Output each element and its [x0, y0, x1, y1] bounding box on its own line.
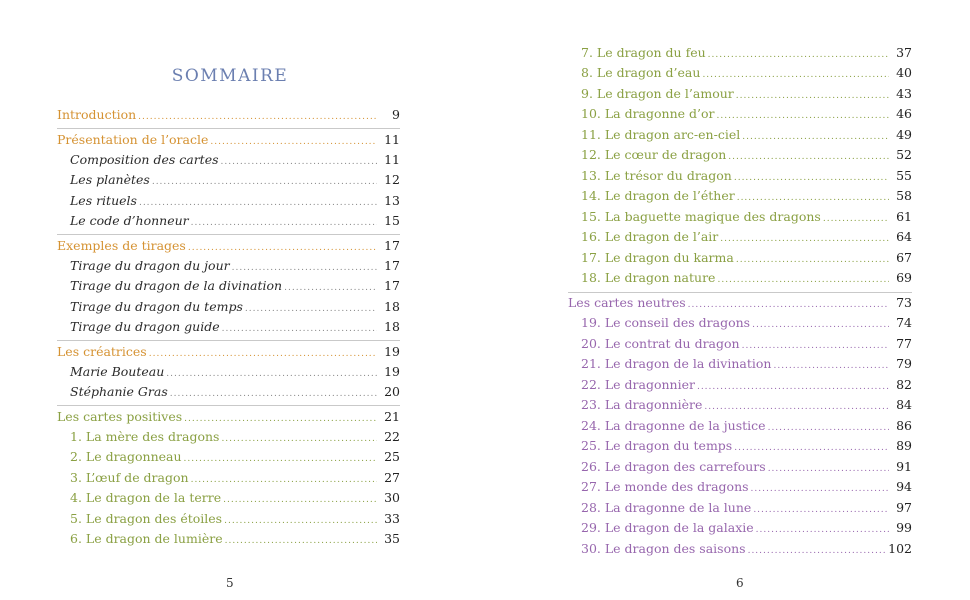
toc-entry-page: 21: [384, 409, 400, 424]
toc-entry[interactable]: 15. La baguette magique des dragons ..... 61: [568, 207, 912, 227]
toc-entry-label: Les cartes positives: [57, 409, 183, 424]
toc-entry-presentation[interactable]: [57, 130, 400, 150]
toc-entry[interactable]: 2. Le dragonneau ..... 25: [57, 447, 400, 467]
toc-entry[interactable]: 9. Le dragon de l’amour ..... 43: [568, 84, 912, 104]
toc-entry-label: Exemples de tirages: [57, 238, 186, 253]
toc-entry[interactable]: Marie Bouteau ..... 19: [57, 362, 400, 382]
toc-entry[interactable]: Tirage du dragon de la divination ..... 17: [57, 276, 400, 296]
toc-entry-page: 11: [384, 132, 400, 147]
page-number: 6: [736, 576, 744, 590]
toc-entry[interactable]: 22. Le dragonnier ..... 82: [568, 375, 912, 395]
toc-entry-cartes-neutres[interactable]: [568, 293, 912, 313]
toc-entry[interactable]: 10. La dragonne d’or ..... 46: [568, 104, 912, 124]
toc-entry-page: 9: [392, 107, 400, 122]
toc-entry[interactable]: 4. Le dragon de la terre ..... 30: [57, 488, 400, 508]
toc-entry-exemples[interactable]: [57, 236, 400, 256]
toc-entry[interactable]: Tirage du dragon du jour ..... 17: [57, 256, 400, 276]
separator: [57, 128, 400, 129]
toc-entry[interactable]: Les planètes ..... 12: [57, 170, 400, 190]
toc-entry[interactable]: 19. Le conseil des dragons ..... 74: [568, 313, 912, 333]
separator: [57, 405, 400, 406]
toc-entry-page: 19: [384, 344, 400, 359]
toc-entry[interactable]: 30. Le dragon des saisons ..... 102: [568, 539, 912, 559]
toc-entry[interactable]: 23. La dragonnière ..... 84: [568, 395, 912, 415]
toc-entry-page: 73: [896, 295, 912, 310]
toc-entry[interactable]: 24. La dragonne de la justice ..... 86: [568, 416, 912, 436]
toc-entry-cartes-positives[interactable]: [57, 407, 400, 427]
toc-entry[interactable]: 17. Le dragon du karma ..... 67: [568, 248, 912, 268]
toc-entry-label: Présentation de l’oracle: [57, 132, 209, 147]
toc-entry[interactable]: 14. Le dragon de l’éther ..... 58: [568, 186, 912, 206]
toc-entry[interactable]: 25. Le dragon du temps ..... 89: [568, 436, 912, 456]
separator: [57, 234, 400, 235]
toc-entry[interactable]: 3. L’œuf de dragon ..... 27: [57, 468, 400, 488]
toc-entry-creatrices[interactable]: [57, 342, 400, 362]
separator: [57, 340, 400, 341]
toc-entry-label: Les cartes neutres: [568, 295, 686, 310]
toc-entry-label: Les créatrices: [57, 344, 147, 359]
toc-entry[interactable]: 11. Le dragon arc-en-ciel ..... 49: [568, 125, 912, 145]
toc-entry[interactable]: 20. Le contrat du dragon ..... 77: [568, 334, 912, 354]
toc-entry[interactable]: 5. Le dragon des étoiles ..... 33: [57, 509, 400, 529]
toc-entry[interactable]: 27. Le monde des dragons ..... 94: [568, 477, 912, 497]
toc-entry[interactable]: 1. La mère des dragons ..... 22: [57, 427, 400, 447]
toc-entry[interactable]: 26. Le dragon des carrefours ..... 91: [568, 457, 912, 477]
toc-entry[interactable]: 13. Le trésor du dragon ..... 55: [568, 166, 912, 186]
toc-entry[interactable]: 7. Le dragon du feu ..... 37: [568, 43, 912, 63]
toc-entry[interactable]: Stéphanie Gras ..... 20: [57, 382, 400, 402]
toc-entry[interactable]: Tirage du dragon guide ..... 18: [57, 317, 400, 337]
toc-entry[interactable]: 28. La dragonne de la lune ..... 97: [568, 498, 912, 518]
toc-entry[interactable]: Tirage du dragon du temps ..... 18: [57, 297, 400, 317]
toc-entry[interactable]: 16. Le dragon de l’air ..... 64: [568, 227, 912, 247]
toc-entry-introduction[interactable]: [57, 105, 400, 125]
toc-entry[interactable]: 18. Le dragon nature ..... 69: [568, 268, 912, 288]
toc-entry-label: Introduction: [57, 107, 137, 122]
page-title: SOMMAIRE: [171, 66, 289, 86]
toc-entry[interactable]: 21. Le dragon de la divination ..... 79: [568, 354, 912, 374]
toc-entry[interactable]: 29. Le dragon de la galaxie ..... 99: [568, 518, 912, 538]
toc-entry-page: 17: [384, 238, 400, 253]
toc-entry[interactable]: Les rituels ..... 13: [57, 191, 400, 211]
page-number: 5: [226, 576, 234, 590]
toc-entry[interactable]: Le code d’honneur ..... 15: [57, 211, 400, 231]
toc-entry[interactable]: 6. Le dragon de lumière ..... 35: [57, 529, 400, 549]
toc-entry[interactable]: 12. Le cœur de dragon ..... 52: [568, 145, 912, 165]
toc-entry[interactable]: Composition des cartes ..... 11: [57, 150, 400, 170]
toc-entry[interactable]: 8. Le dragon d’eau ..... 40: [568, 63, 912, 83]
